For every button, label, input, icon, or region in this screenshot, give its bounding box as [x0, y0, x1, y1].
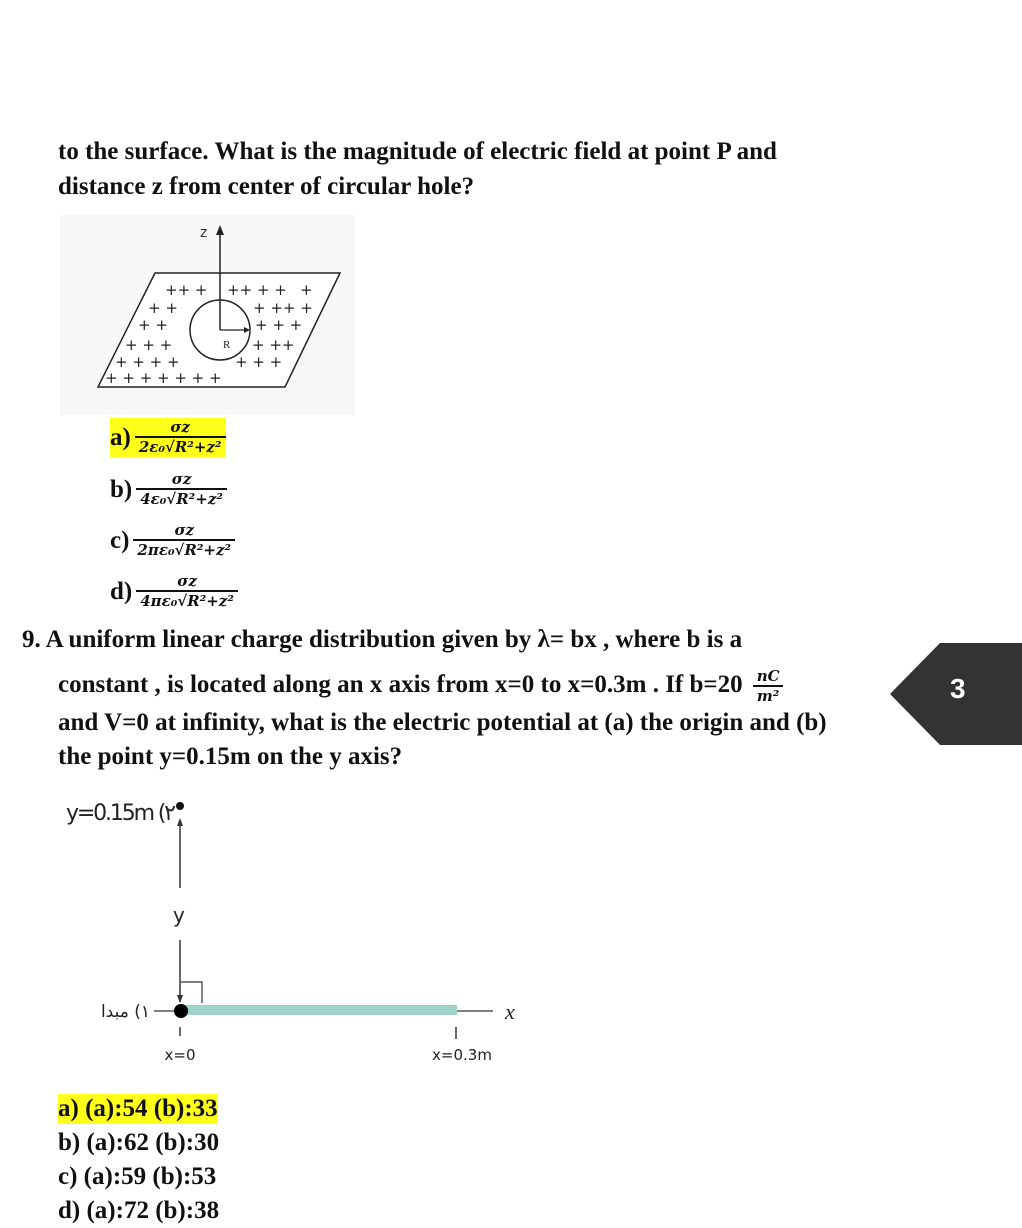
formula	[133, 521, 235, 560]
line-charge-figure	[50, 780, 530, 1070]
question-text	[58, 667, 783, 706]
numerator: σz	[171, 470, 192, 488]
numerator: σz	[170, 418, 190, 436]
option-label: a)	[110, 423, 131, 451]
svg-text:+ ++: + ++	[252, 336, 295, 354]
option-label: c)	[110, 526, 130, 554]
denominator: m²	[753, 685, 783, 706]
numerator: σz	[177, 572, 197, 590]
svg-text:+ + +: + + +	[125, 336, 173, 354]
option-d[interactable]	[110, 572, 238, 611]
x-axis-label: x	[505, 999, 515, 1024]
answer-c[interactable]: c) (a):59 (b):53	[58, 1163, 217, 1190]
answer-b[interactable]: b) (a):62 (b):30	[58, 1129, 220, 1156]
x1-label: x=0.3m	[432, 1046, 492, 1064]
svg-text:+ +: + +	[138, 316, 168, 334]
numerator: nC	[756, 667, 780, 685]
option-c[interactable]	[110, 521, 235, 560]
formula	[136, 572, 238, 611]
answer-d[interactable]: d) (a):72 (b):38	[58, 1197, 220, 1224]
question-text: the point y=0.15m on the y axis?	[58, 743, 403, 770]
option-a[interactable]	[110, 418, 226, 457]
unit-fraction	[753, 667, 783, 706]
svg-text:+: +	[300, 281, 313, 299]
question-text: distance z from center of circular hole?	[58, 173, 475, 200]
question-9-text: 9. A uniform linear charge distribution given by λ= bx , where b is a	[22, 626, 743, 653]
answer-a[interactable]: a) (a):54 (b):33	[58, 1095, 218, 1122]
option-label: b)	[110, 475, 133, 503]
z-axis-label: z	[200, 225, 208, 241]
svg-text:++ +: ++ +	[165, 281, 208, 299]
radius-label: R	[223, 339, 231, 351]
denominator: 2ε₀√R²+z²	[135, 436, 226, 457]
formula	[135, 418, 226, 457]
question-text: and V=0 at infinity, what is the electric potential at (a) the origin and (b)	[58, 709, 827, 736]
svg-text:+ + +: + + +	[255, 316, 303, 334]
svg-text:+ + + + + + +: + + + + + + +	[105, 369, 222, 387]
page-number: 3	[950, 673, 966, 704]
denominator: 4ε₀√R²+z²	[136, 488, 227, 509]
svg-text:+ + + +: + + + +	[115, 353, 180, 371]
denominator: 4πε₀√R²+z²	[136, 590, 238, 611]
svg-text:+ ++ +: + ++ +	[253, 299, 313, 317]
option-label: d)	[110, 577, 133, 605]
svg-text:+ + +: + + +	[235, 353, 283, 371]
question-text: to the surface. What is the magnitude of electric field at point P and	[58, 138, 777, 165]
page-number-tab	[890, 643, 1022, 745]
denominator: 2πε₀√R²+z²	[133, 539, 235, 560]
point-2-label: y=0.15m (٢	[66, 801, 176, 826]
svg-text:+ +: + +	[148, 299, 178, 317]
x0-label: x=0	[164, 1046, 196, 1064]
question-text-part: constant , is located along an x axis from x=0 to x=0.3m . If b=20	[58, 671, 743, 699]
origin-label: ١) مبدا	[100, 1002, 150, 1022]
charged-plane-figure	[60, 215, 355, 415]
y-axis-label: y	[173, 903, 185, 927]
svg-text:++ + +: ++ + +	[227, 281, 287, 299]
formula	[136, 470, 227, 509]
option-b[interactable]	[110, 470, 227, 509]
numerator: σz	[174, 521, 195, 539]
